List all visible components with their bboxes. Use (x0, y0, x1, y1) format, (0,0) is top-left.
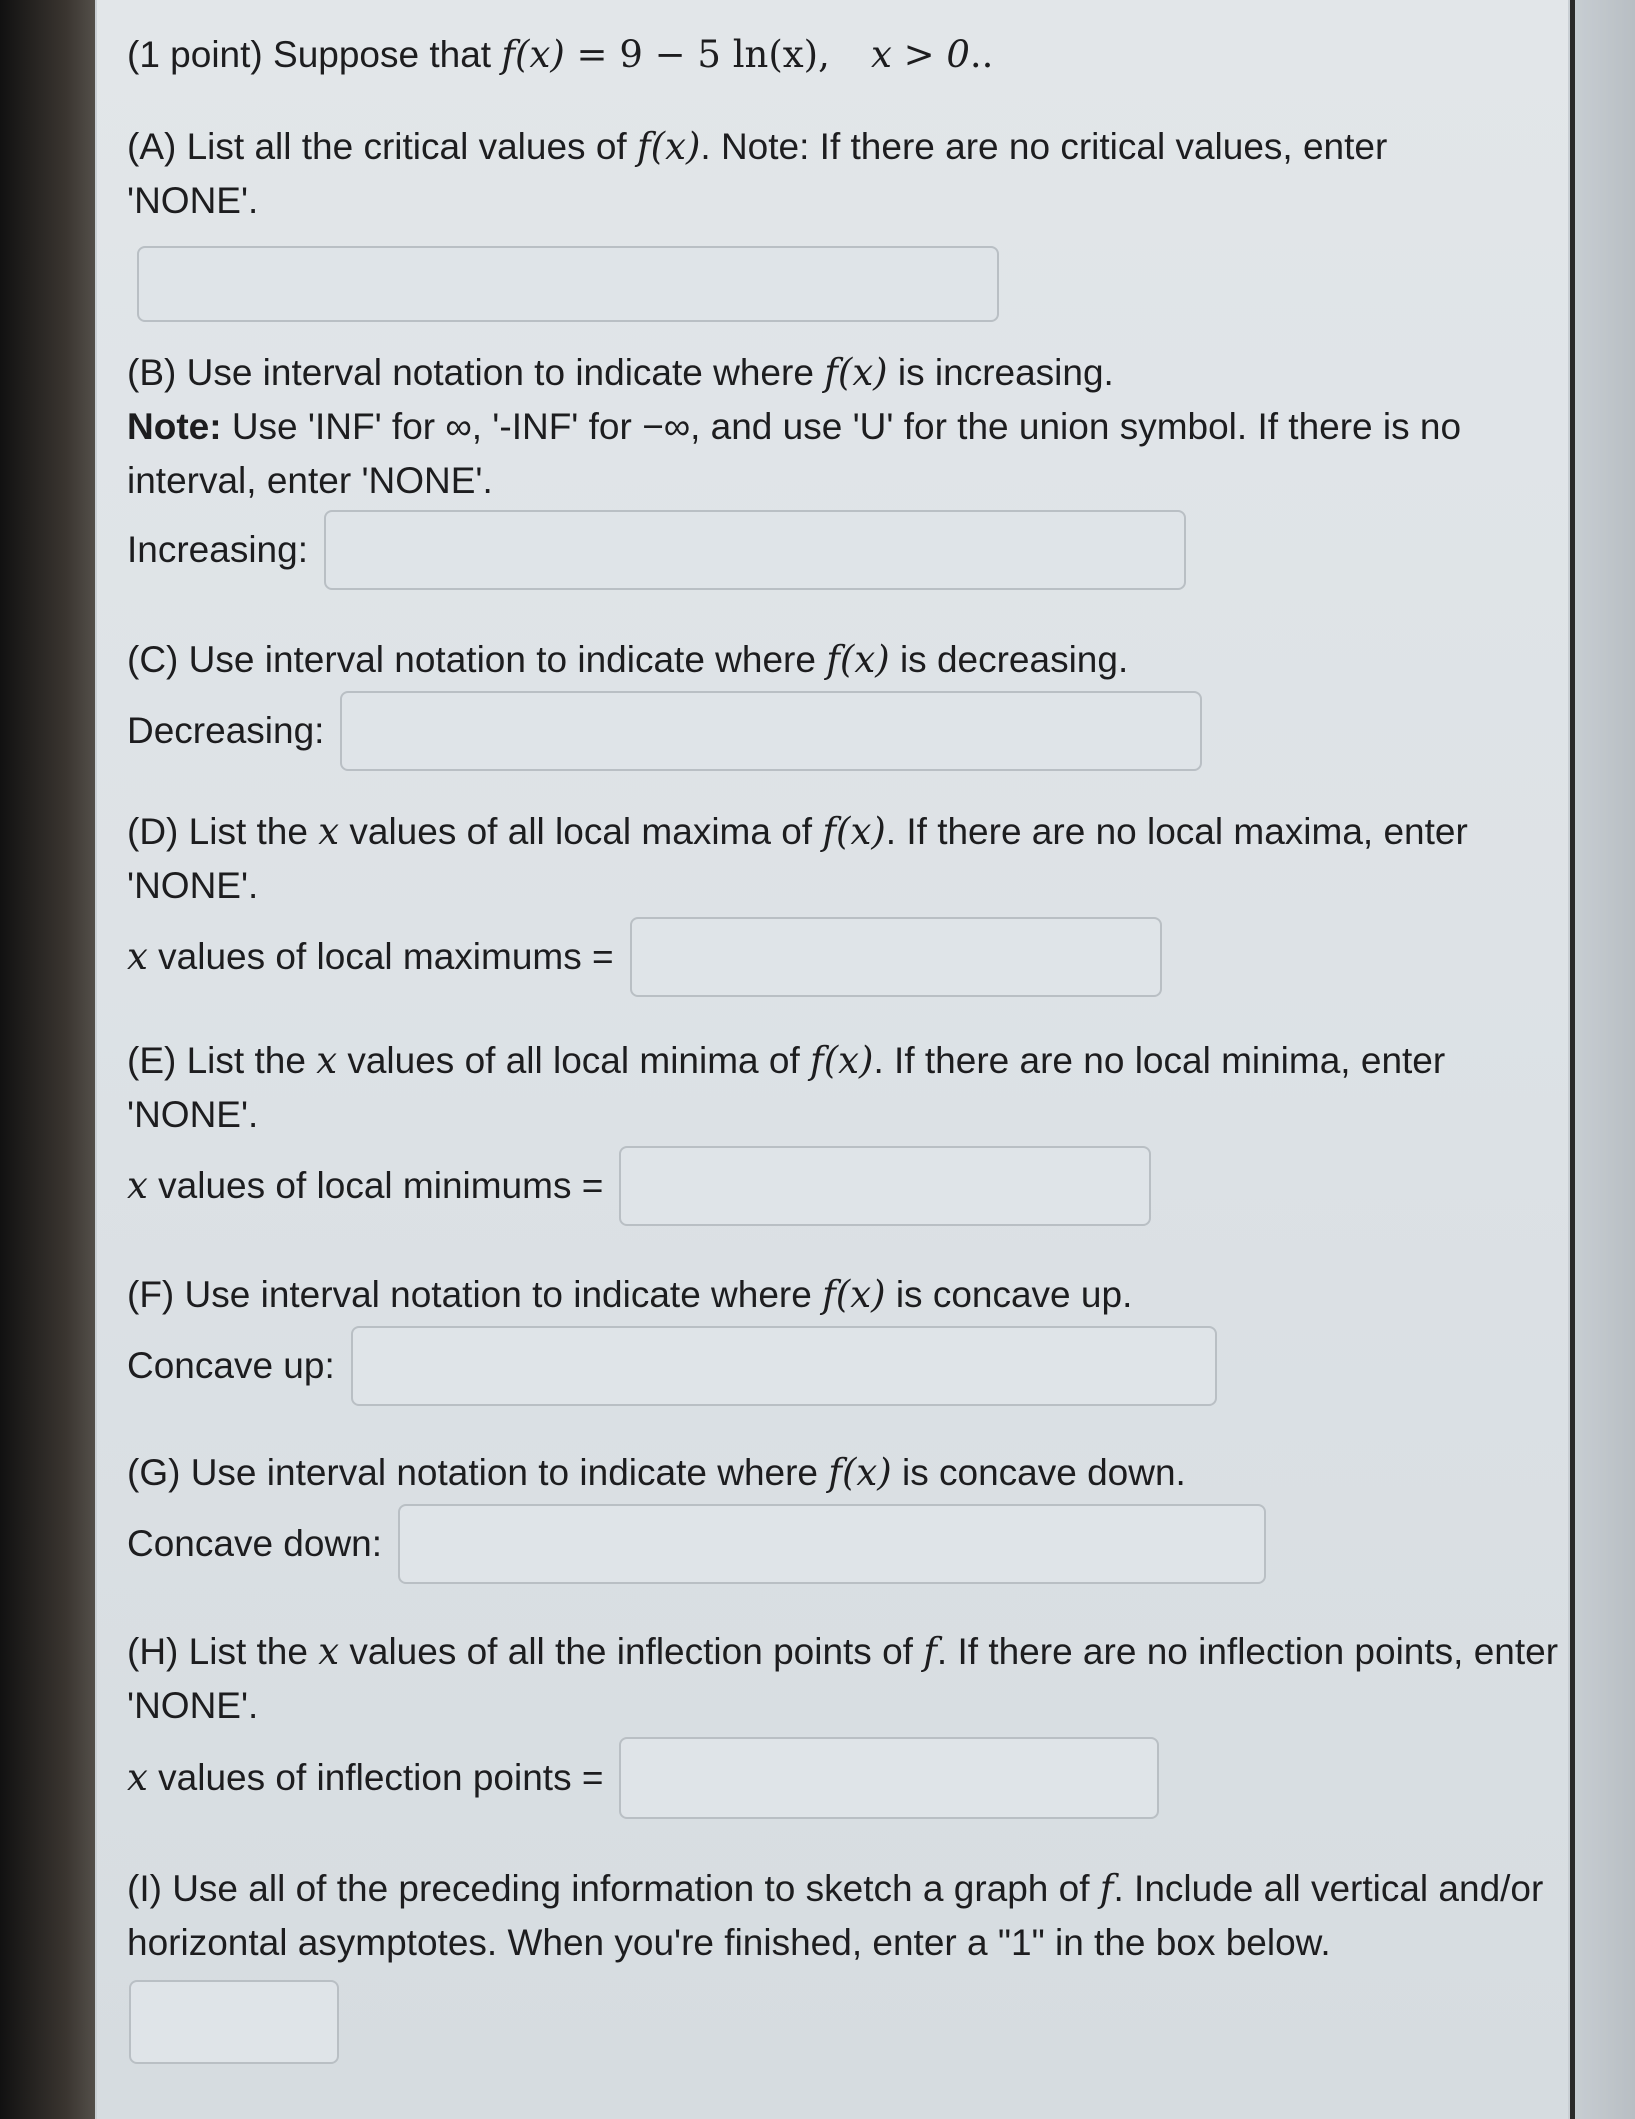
part-h-label: (H) List the (127, 1631, 319, 1672)
part-b-note-bold: Note: (127, 406, 222, 447)
part-g (127, 1446, 1557, 1584)
problem-panel (95, 0, 1570, 2119)
problem-suffix: .. (969, 33, 994, 76)
part-b-fx: f(x) (824, 351, 888, 394)
part-h-text1: values of all the inflection points of (339, 1631, 924, 1672)
part-d-text2: . If there are no local maxima, enter 'NONE'. (127, 811, 1468, 906)
part-d-label: (D) List the (127, 811, 319, 852)
part-c-label: (C) Use interval notation to indicate where (127, 639, 827, 680)
part-e-x: x (316, 1039, 338, 1082)
part-e-label: (E) List the (127, 1040, 317, 1081)
function-rhs: = 9 − 5 ln(x), (564, 33, 830, 76)
local-min-input[interactable] (619, 1146, 1151, 1226)
local-min-x: x (127, 1164, 148, 1207)
concave-down-input[interactable] (398, 1504, 1266, 1584)
part-f-label: (F) Use interval notation to indicate where (127, 1274, 823, 1315)
part-f (127, 1268, 1557, 1406)
local-max-label: values of local maximums = (147, 936, 614, 977)
inflection-label: values of inflection points = (147, 1757, 604, 1798)
part-b-note-text: Use 'INF' for ∞, '-INF' for −∞, and use 'U' for the union symbol. If there is no interval, enter 'NONE'. (127, 406, 1462, 501)
part-i (127, 1862, 1557, 2064)
part-f-text: is concave up. (885, 1274, 1133, 1315)
part-c (127, 633, 1557, 771)
problem-statement (127, 28, 1557, 82)
inflection-x: x (127, 1756, 148, 1799)
concave-down-label: Concave down: (127, 1523, 383, 1564)
part-d-fx: f(x) (822, 810, 886, 853)
part-g-label: (G) Use interval notation to indicate where (127, 1452, 829, 1493)
part-e (127, 1034, 1557, 1226)
increasing-label: Increasing: (127, 529, 308, 570)
part-h-text2: . If there are no inflection points, enter 'NONE'. (127, 1631, 1559, 1726)
part-b (127, 346, 1557, 590)
part-i-f: f (1099, 1867, 1114, 1910)
part-a-label: (A) List all the critical values of (127, 126, 637, 167)
critical-values-input[interactable] (137, 246, 999, 322)
part-h (127, 1625, 1557, 1819)
part-e-fx: f(x) (810, 1039, 874, 1082)
function-domain: x > 0 (870, 33, 970, 76)
part-e-text1: values of all local minima of (337, 1040, 811, 1081)
part-f-fx: f(x) (822, 1273, 886, 1316)
part-a-text: . Note: If there are no critical values, enter 'NONE'. (127, 126, 1388, 221)
part-d-text1: values of all local maxima of (339, 811, 823, 852)
part-c-text: is decreasing. (889, 639, 1129, 680)
concave-up-label: Concave up: (127, 1345, 335, 1386)
inflection-input[interactable] (619, 1737, 1159, 1819)
part-a (127, 120, 1557, 322)
function-lhs: f(x) (501, 33, 565, 76)
local-max-x: x (127, 935, 148, 978)
problem-prefix: (1 point) Suppose that (127, 34, 502, 75)
decreasing-label: Decreasing: (127, 710, 325, 751)
concave-up-input[interactable] (351, 1326, 1217, 1406)
part-b-text: is increasing. (887, 352, 1114, 393)
part-b-label: (B) Use interval notation to indicate where (127, 352, 825, 393)
part-h-x: x (318, 1630, 340, 1673)
part-i-label: (I) Use all of the preceding information to sketch a graph of (127, 1868, 1100, 1909)
decreasing-input[interactable] (340, 691, 1202, 771)
part-i-text: . Include all vertical and/or horizontal asymptotes. When you're finished, enter a "1" in the box below. (127, 1868, 1544, 1963)
photo-right-edge (1575, 0, 1635, 2119)
part-d-x: x (318, 810, 340, 853)
sketch-done-input[interactable] (129, 1980, 339, 2064)
part-h-f: f (923, 1630, 937, 1673)
part-c-fx: f(x) (826, 638, 890, 681)
part-g-fx: f(x) (828, 1451, 892, 1494)
increasing-input[interactable] (324, 510, 1186, 590)
part-a-fx: f(x) (636, 125, 701, 168)
part-g-text: is concave down. (891, 1452, 1186, 1493)
local-min-label: values of local minimums = (147, 1165, 604, 1206)
part-e-text2: . If there are no local minima, enter 'NONE'. (127, 1040, 1446, 1135)
part-d (127, 805, 1557, 997)
local-max-input[interactable] (630, 917, 1162, 997)
